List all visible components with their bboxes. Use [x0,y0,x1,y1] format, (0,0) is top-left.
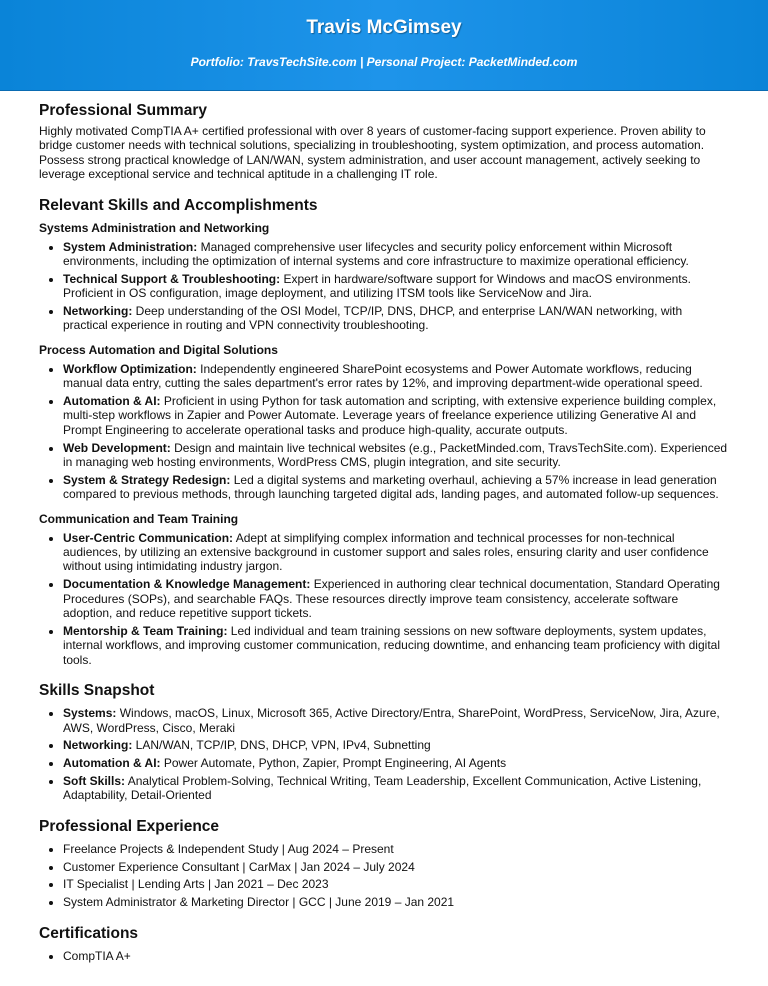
item-label: System & Strategy Redesign: [63,472,231,487]
item-text: Windows, macOS, Linux, Microsoft 365, Active Directory/Entra, SharePoint, WordPress, ServiceNow, Jira, Azure, AWS, WordPress, Cisco, Meraki [63,706,720,735]
professional-summary-section [39,101,728,182]
group-list [39,531,728,667]
list-item [63,624,728,667]
item-text: Led a digital systems and marketing overhaul, achieving a 57% increase in lead generation compared to previous methods, through launching targeted digital ads, landing pages, and automated follow-up sequences. [63,472,719,502]
item-label: Technical Support & Troubleshooting: [63,271,281,286]
list-item: • Customer Experience Consultant | CarMax | Jan 2024 – July 2024 [63,860,728,874]
group-title: Communication and Team Training [39,511,239,526]
list-item [63,362,728,391]
list-item: • System Administrator & Marketing Director | GCC | June 2019 – Jan 2021 [63,895,728,909]
item-label: Soft Skills: [63,773,126,788]
item-text: Adept at simplifying complex information and technical processes for non-technical audiences, by utilizing an extensive background in customer support and sales roles, ensuring clarity and user confidence without using intimidating industry jargon. [63,530,709,574]
portfolio-links: Portfolio: TravsTechSite.com | Personal Project: PacketMinded.com [190,55,578,69]
item-text: Proficient in using Python for task automation and scripting, with extensive experience building complex, multi-step workflows in Zapier and Power Automate. Leverage years of freelance experience utilizing Generative AI and Prompt Engineering to accelerate operational tasks and produce high-quality, accurate outputs. [63,394,717,437]
item-label: Documentation & Knowledge Management: [63,577,311,592]
list-item [63,240,728,269]
item-label: Networking: [63,304,133,319]
item-label: System Administration: [63,239,198,254]
list-item [63,473,728,502]
skills-list [39,706,728,803]
item-text: Independently engineered SharePoint ecosystems and Power Automate workflows, reducing manual data entry, cutting the sales department's error rates by 12%, and improving department-wide operational speed. [63,361,703,391]
list-item [63,531,728,574]
section-heading-summary: Professional Summary [39,102,207,119]
group-title: Systems Administration and Networking [39,220,270,235]
header-banner [0,0,768,91]
experience-list [39,842,728,910]
item-text: Expert in hardware/software support for Windows and macOS environments. Proficient in OS configuration, image deployment, and utilizing ITSM tools like ServiceNow and Jira. [63,271,691,301]
group-list [39,240,728,333]
section-heading-skills-accomplishments: Relevant Skills and Accomplishments [39,196,318,214]
item-text: Power Automate, Python, Zapier, Prompt Engineering, AI Agents [160,756,507,771]
section-heading-certifications: Certifications [39,924,139,942]
list-item [63,774,728,803]
list-item [63,756,728,770]
group-title: Process Automation and Digital Solutions [39,342,278,357]
item-text: Analytical Problem-Solving, Technical Writing, Team Leadership, Excellent Communication, Active Listening, Adaptability, Detail-Oriented [63,773,702,803]
item-label: User-Centric Communication: [63,530,234,545]
list-item [63,441,728,470]
section-heading-skills-snapshot: Skills Snapshot [39,682,155,700]
skills-snapshot-section [39,681,728,803]
item-label: Mentorship & Team Training: [63,623,228,638]
section-heading-experience: Professional Experience [39,817,220,835]
item-label: Systems: [63,706,117,721]
item-text: Experienced in authoring clear technical documentation, Standard Operating Procedures (SOPs), and searchable FAQs. These resources directly improve team consistency, accelerate software adoption, and reduce repetitive support tickets. [63,577,720,621]
item-text: LAN/WAN, TCP/IP, DNS, DHCP, VPN, IPv4, Subnetting [132,738,431,753]
list-item [63,304,728,333]
experience-section [39,817,728,910]
item-text: Deep understanding of the OSI Model, TCP/IP, DNS, DHCP, and enterprise LAN/WAN networking, with practical experience in routing and VPN connectivity troubleshooting. [63,304,683,333]
group-list [39,362,728,502]
item-text: Design and maintain live technical websites (e.g., PacketMinded.com, TravsTechSite.com). Experienced in managing web hosting environments, WordPress CMS, plugin integration, and site security. [63,440,728,470]
item-label: Automation & AI: [63,394,161,409]
certifications-section [39,924,728,963]
list-item [63,706,728,735]
item-text: Managed comprehensive user lifecycles and security policy enforcement within Microsoft environments, including the optimization of internal systems and core infrastructure to maximize operational efficiency. [63,239,689,269]
list-item [63,738,728,752]
item-text: Led individual and team training sessions on new software deployments, system updates, internal workflows, and improving customer communication, reducing downtime, and enhancing team proficiency with digital tools. [63,623,720,667]
summary-text: Highly motivated CompTIA A+ certified professional with over 8 years of customer-facing support experience. Proven ability to bridge customer needs with technical solutions, specializing in troubleshooting, system optimization, and process automation. Possess strong practical knowledge of LAN/WAN, system administration, and user account management, actively seeking to leverage exceptional service and technical aptitude in a challenging IT role. [39,124,706,182]
list-item [63,394,728,437]
item-label: Web Development: [63,440,171,455]
list-item: • Freelance Projects & Independent Study | Aug 2024 – Present [63,842,728,856]
list-item [63,272,728,301]
certifications-list [39,949,728,963]
item-label: Automation & AI: [63,756,161,771]
item-label: Workflow Optimization: [63,361,197,376]
resume-body [0,101,768,963]
list-item: • IT Specialist | Lending Arts | Jan 2021 – Dec 2023 [63,877,728,891]
list-item [63,577,728,620]
list-item: • CompTIA A+ [63,949,728,963]
skills-accomplishments-section [39,196,728,667]
item-label: Networking: [63,738,133,753]
candidate-name: Travis McGimsey [306,17,462,38]
